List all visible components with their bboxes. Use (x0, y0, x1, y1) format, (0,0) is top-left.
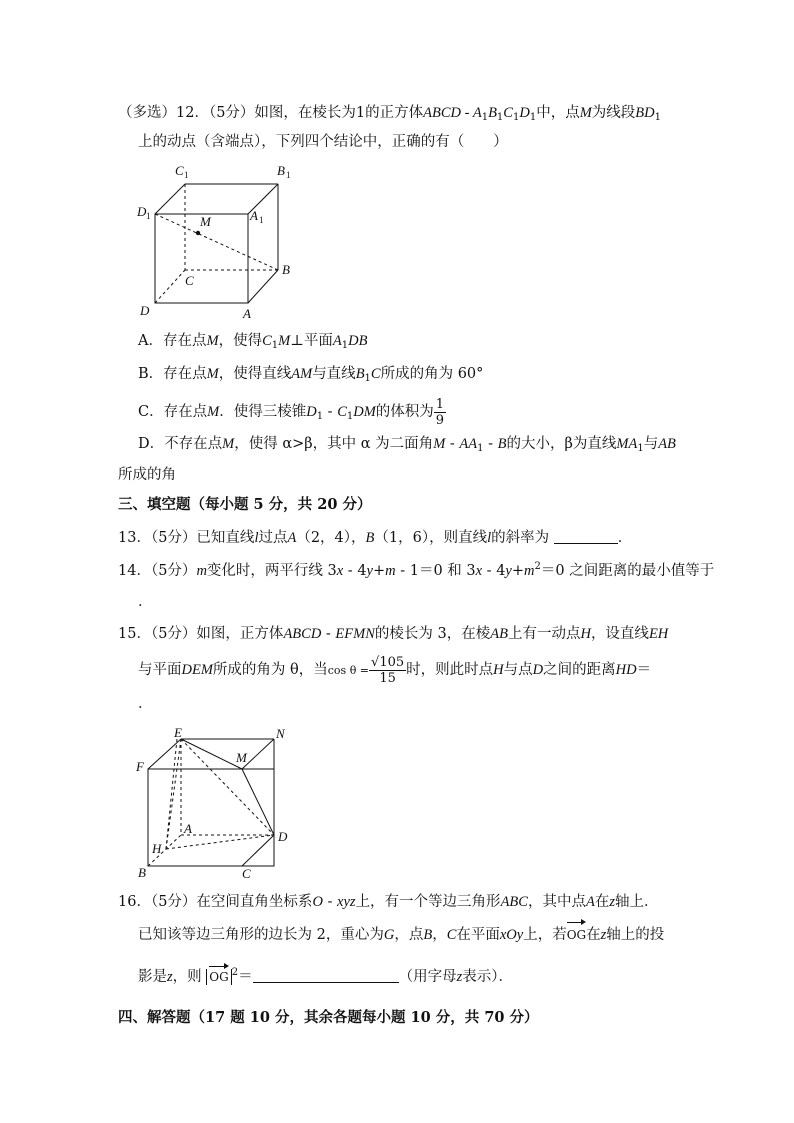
q12-option-b: B．存在点M，使得直线AM与直线$B_1C$所成的角为 60° (138, 366, 484, 384)
label-c: C (185, 273, 194, 288)
label-d: D (278, 829, 288, 844)
cube-figure-2 (130, 725, 305, 885)
q16-line1: 16．（5分）在空间直角坐标系O - xyz上，有一个等边三角形ABC，其中点A在z轴上． (118, 894, 659, 910)
q15-end: ． (138, 696, 153, 712)
svg-text:1: 1 (259, 215, 264, 225)
label-b: B (138, 865, 146, 880)
q15-line1: 15．（5分）如图，正方体ABCD - EFMN的棱长为 3，在棱AB上有一动点H，设直线EH (118, 626, 669, 642)
label-d1: D (137, 204, 147, 219)
label-m: M (236, 750, 247, 765)
label-h: H (152, 841, 162, 856)
label-a: A (243, 306, 251, 321)
label-c1: C (175, 163, 184, 178)
q16-blank[interactable] (253, 968, 399, 983)
q12-line2: 上的动点（含端点），下列四个结论中，正确的有（ ） (138, 134, 508, 150)
q14-end: ． (138, 594, 153, 610)
section-4-heading: 四、解答题（17 题 10 分，其余各题每小题 10 分，共 70 分） (118, 1009, 539, 1026)
section-3-heading: 三、填空题（每小题 5 分，共 20 分） (118, 496, 372, 513)
q16-line3: 影是z，则 OG $^2$＝ （用字母z表示）． (138, 967, 513, 985)
label-b: B (282, 262, 290, 277)
q13-blank[interactable] (554, 529, 618, 544)
label-a: A (184, 821, 192, 836)
svg-text:1: 1 (286, 170, 291, 180)
label-e: E (174, 725, 182, 740)
q12-option-d-cont: 所成的角 (118, 467, 176, 483)
q12-option-c: C．存在点M．使得三棱锥$D_1 - C_1DM$的体积为 $\frac{1}{9}$ (138, 396, 445, 428)
q16-line2: 已知该等边三角形的边长为 2，重心为G，点B，C在平面xOy上，若OG在z轴上的投 (138, 927, 665, 943)
label-n: N (276, 726, 285, 741)
svg-text:1: 1 (146, 211, 151, 221)
fraction-one-ninth: $\frac{1}{9}$ (435, 396, 445, 428)
q15-line2: 与平面DEM所成的角为 θ，当cos θ = $\frac{√105}{15}$ 时，则此时点H与点D之间的距离HD＝ (138, 654, 652, 686)
q12-option-a: A．存在点M，使得$C_1M\perp$平面$A_1DB$ (138, 333, 368, 351)
point-m (196, 231, 200, 235)
q12-option-d: D．不存在点M，使得 α>β，其中 α 为二面角M - $AA_1$ - B的大小，β为直线$MA_1$与AB (138, 436, 676, 454)
label-a1: A (250, 208, 258, 223)
cube-figure-1 (130, 160, 310, 325)
q12-line1: （多选）12．（5分）如图，在棱长为1的正方体ABCD - $A_1B_1C_1D_1$中，点M为线段$BD_1$ (118, 105, 662, 123)
label-f: F (136, 759, 144, 774)
label-c: C (242, 866, 251, 881)
fraction-sqrt105-15: $\frac{√105}{15}$ (371, 654, 405, 686)
label-m: M (200, 214, 211, 229)
label-d: D (140, 303, 150, 318)
q13: 13．（5分）已知直线l过点A（2，4），B（1，6），则直线l的斜率为 ． (118, 530, 633, 546)
label-b1: B (277, 163, 285, 178)
svg-text:1: 1 (184, 170, 189, 180)
q14: 14．（5分）m变化时，两平行线 3x - 4y+m - 1＝0 和 $3x - 4y+m^2=0$ 之间距离的最小值等于 (118, 561, 715, 579)
